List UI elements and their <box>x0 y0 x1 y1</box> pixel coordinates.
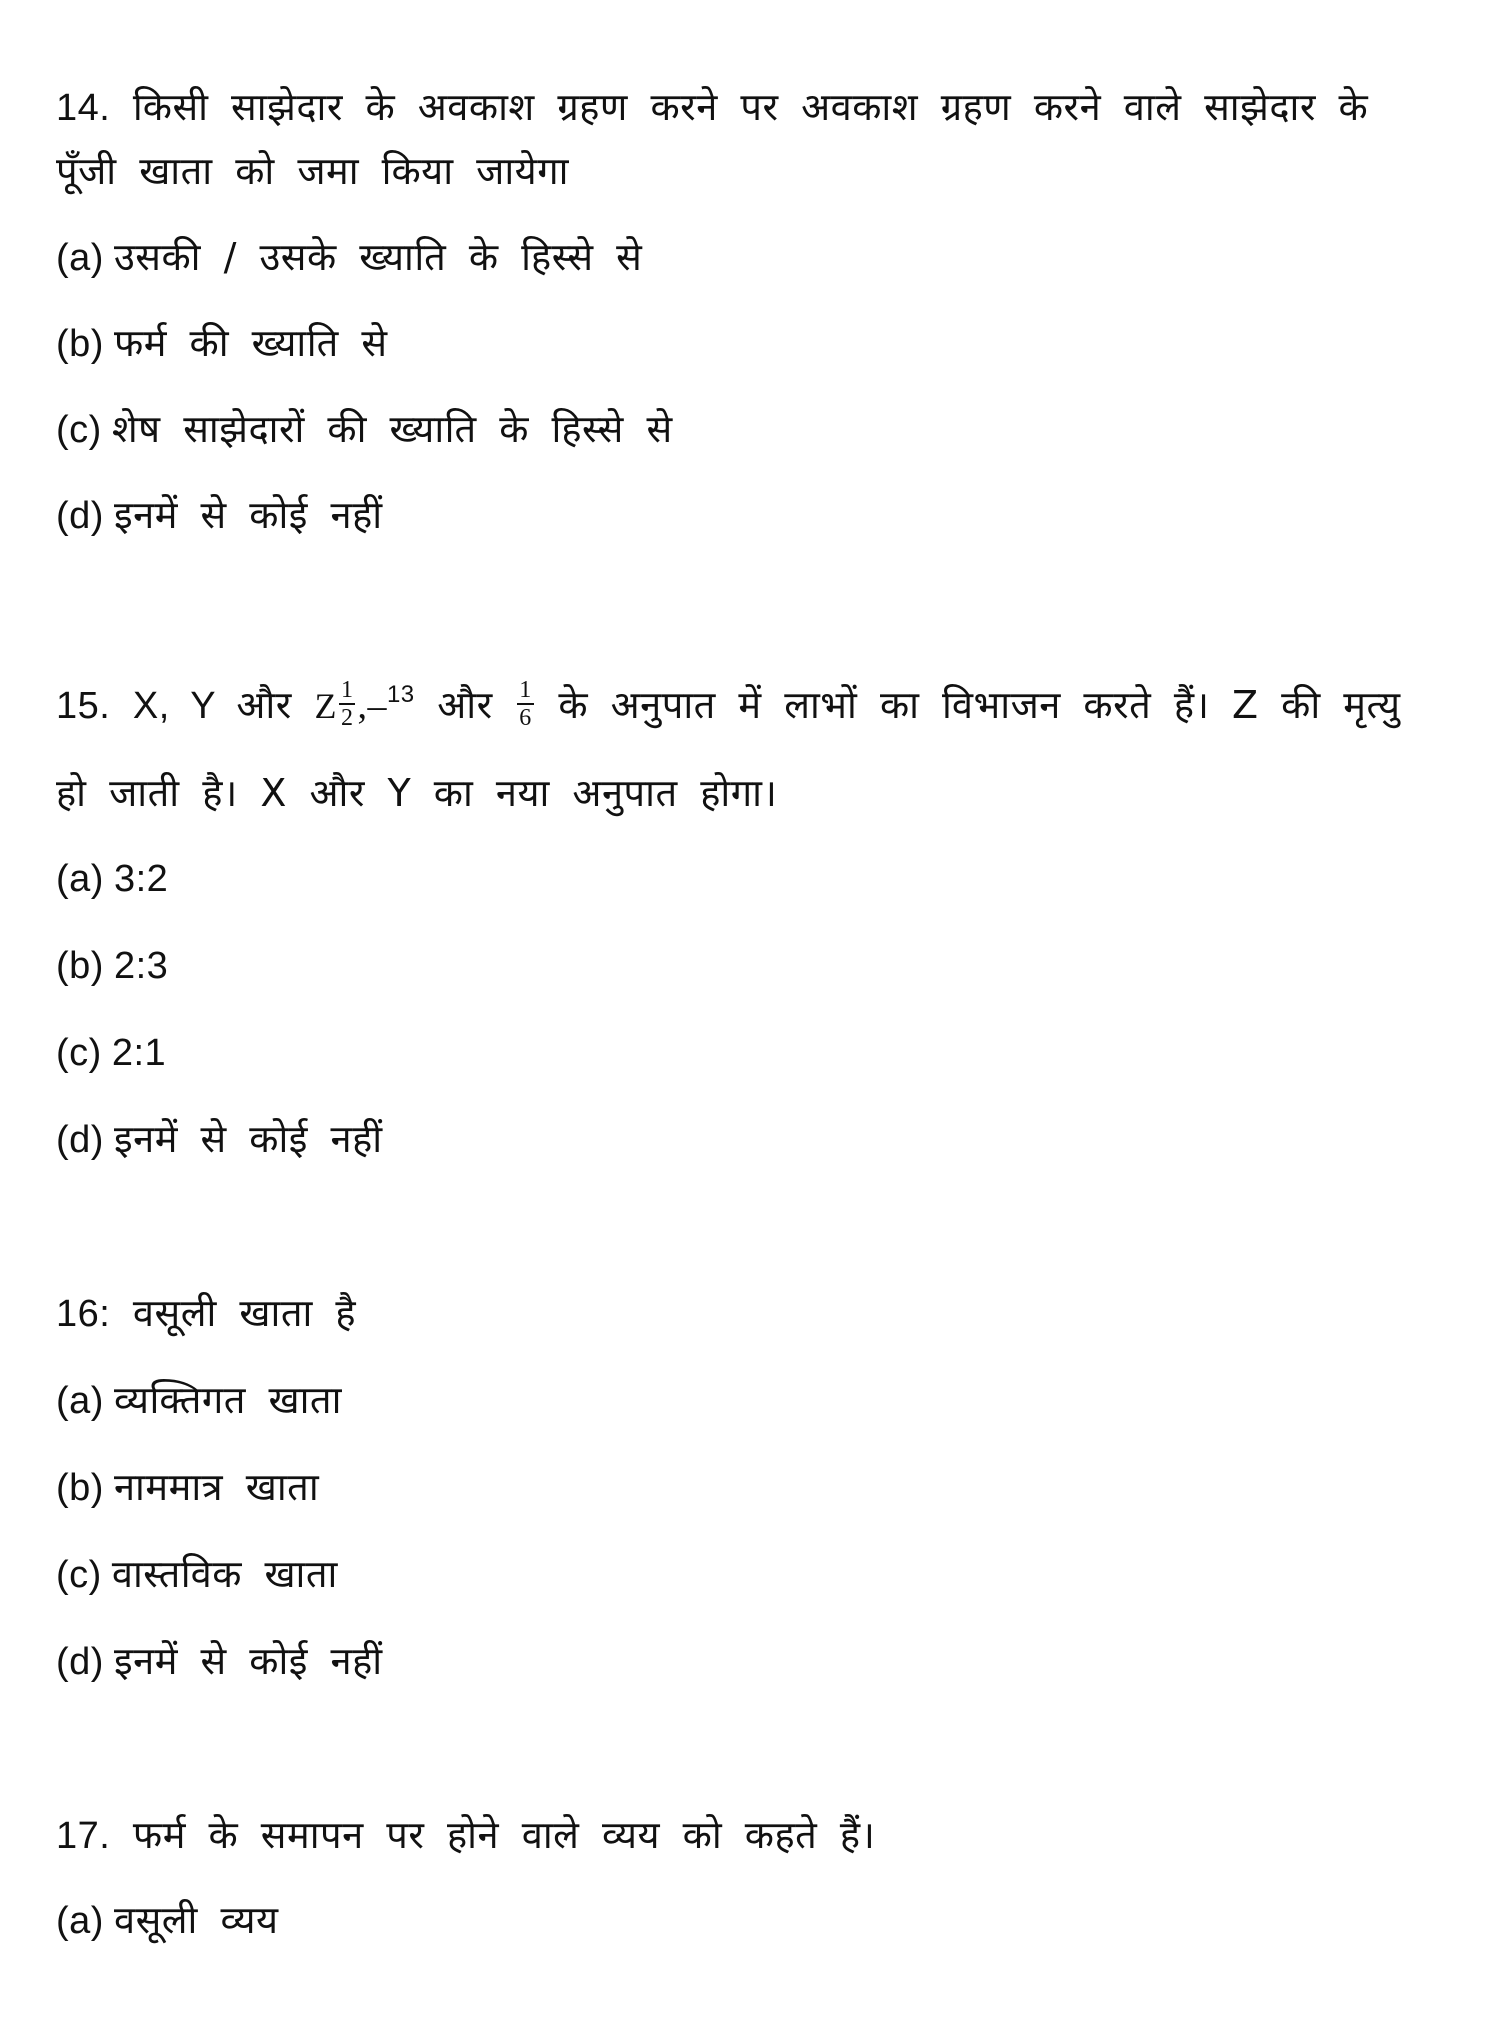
question-number: 15. <box>56 685 111 727</box>
option-label: (a) <box>56 1900 104 1942</box>
option-text: इनमें से कोई नहीं <box>113 493 383 537</box>
question-15-option-b[interactable] <box>56 940 168 991</box>
and-word: और <box>437 683 493 727</box>
option-label: (c) <box>56 1032 102 1074</box>
question-16-option-c[interactable] <box>56 1549 338 1600</box>
superscript-13: 13 <box>386 681 415 708</box>
question-17-option-a[interactable] <box>56 1895 279 1946</box>
question-17-text-line-1 <box>56 1810 875 1861</box>
question-15-text-line-1 <box>56 676 1401 736</box>
option-text: वास्तविक खाता <box>111 1552 338 1596</box>
question-16-text-line-1 <box>56 1288 356 1339</box>
option-label: (b) <box>56 1467 104 1509</box>
question-16-option-b[interactable] <box>56 1462 319 1513</box>
option-label: (c) <box>56 1554 102 1596</box>
option-text: इनमें से कोई नहीं <box>113 1639 383 1683</box>
option-label: (d) <box>56 495 104 537</box>
question-number: 16: <box>56 1293 111 1335</box>
option-text: 3:2 <box>113 858 169 900</box>
question-15-option-c[interactable] <box>56 1027 166 1078</box>
option-text: 2:1 <box>111 1032 167 1074</box>
question-14-text-line-2: पूँजी खाता को जमा किया जायेगा <box>56 149 569 193</box>
fraction-one-sixth: $\frac{1}{6}$ <box>519 676 532 731</box>
option-text: नाममात्र खाता <box>113 1465 320 1509</box>
question-14-option-b[interactable] <box>56 318 388 369</box>
question-15-text-line-2: हो जाती है। X और Y का नया अनुपात होगा। <box>56 771 778 815</box>
question-16-option-a[interactable] <box>56 1375 342 1426</box>
option-label: (b) <box>56 323 104 365</box>
option-label: (a) <box>56 858 104 900</box>
question-14-option-c[interactable] <box>56 404 673 455</box>
option-label: (d) <box>56 1641 104 1683</box>
question-14-option-d[interactable] <box>56 490 383 541</box>
question-text: फर्म के समापन पर होने वाले व्यय को कहते हैं। <box>132 1813 876 1857</box>
question-14-text-line-1 <box>56 82 1368 133</box>
partner-z-letter: Z <box>314 686 337 726</box>
question-text-prefix: X, Y और <box>132 685 292 727</box>
option-text: व्यक्तिगत खाता <box>113 1378 342 1422</box>
question-15-option-d[interactable] <box>56 1114 383 1165</box>
option-label: (b) <box>56 945 104 987</box>
question-text-suffix: के अनुपात में लाभों का विभाजन करते हैं। Z की मृत्यु <box>558 683 1401 727</box>
comma-dash: ,– <box>357 685 387 727</box>
question-number: 17. <box>56 1815 111 1857</box>
question-text: किसी साझेदार के अवकाश ग्रहण करने पर अवकाश ग्रहण करने वाले साझेदार के <box>132 85 1369 129</box>
question-text: वसूली खाता है <box>132 1291 357 1335</box>
option-text: वसूली व्यय <box>113 1898 279 1942</box>
option-label: (c) <box>56 409 102 451</box>
option-text: शेष साझेदारों की ख्याति के हिस्से से <box>111 407 673 451</box>
option-text: 2:3 <box>113 945 169 987</box>
option-label: (d) <box>56 1119 104 1161</box>
question-14-option-a[interactable] <box>56 232 642 283</box>
question-15-option-a[interactable] <box>56 853 168 904</box>
question-16-option-d[interactable] <box>56 1636 383 1687</box>
fraction-one-half: $\frac{1}{2}$ <box>340 676 354 731</box>
option-label: (a) <box>56 1380 104 1422</box>
option-text: उसकी / उसके ख्याति के हिस्से से <box>113 235 643 279</box>
option-label: (a) <box>56 237 104 279</box>
option-text: इनमें से कोई नहीं <box>113 1117 383 1161</box>
question-number: 14. <box>56 87 111 129</box>
option-text: फर्म की ख्याति से <box>113 321 388 365</box>
